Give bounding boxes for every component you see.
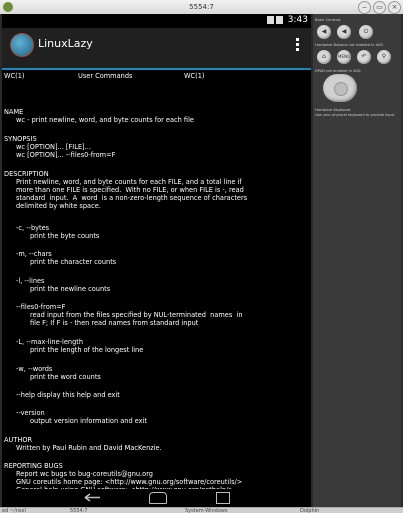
man-line: standard input. A word is a non-zero-length sequence of characters: [16, 194, 248, 202]
maximize-button[interactable]: ▭: [373, 1, 386, 14]
man-line: wc [OPTION]... [FILE]...: [16, 143, 91, 151]
man-line: read input from the files specified by NUL-terminated names in: [30, 311, 243, 319]
taskbar-item[interactable]: 5554:7: [70, 508, 88, 513]
keyboard-hint: Use your physical keyboard to provide input: [315, 113, 395, 117]
hardware-keyboard-label: Hardware Keyboard: [315, 108, 351, 112]
man-header-right: WC(1): [184, 72, 205, 80]
man-line: DESCRIPTION: [4, 170, 49, 178]
man-line: more than one FILE is specified. With no FILE, or when FILE is -, read: [16, 186, 244, 194]
status-bar: [2, 14, 311, 28]
man-header: [4, 72, 309, 81]
device-screen: [2, 14, 311, 507]
basic-controls-label: Basic Controls: [315, 18, 341, 22]
man-line: -w, --words: [16, 365, 53, 373]
man-line: print the character counts: [30, 258, 117, 266]
recent-apps-icon[interactable]: [216, 492, 230, 504]
taskbar-item[interactable]: ed ~/nsxl: [2, 508, 26, 513]
window-controls: [358, 1, 401, 14]
man-line: --help display this help and exit: [16, 391, 120, 399]
overflow-menu-icon[interactable]: [296, 38, 299, 52]
man-line: NAME: [4, 108, 24, 116]
emulator-frame: [0, 14, 403, 507]
appbar-divider: [2, 68, 311, 70]
hw-home-icon[interactable]: ⌂: [317, 50, 331, 64]
home-icon[interactable]: [149, 492, 167, 504]
status-icons: [267, 16, 283, 24]
man-line: --version: [16, 409, 45, 417]
man-line: wc - print newline, word, and byte counts for each file: [16, 116, 194, 124]
emulator-side-panel: [313, 14, 401, 507]
back-icon[interactable]: [84, 493, 102, 502]
hw-back-icon[interactable]: ↶: [357, 50, 371, 64]
man-header-center: User Commands: [78, 72, 133, 80]
man-page-content[interactable]: [4, 72, 309, 486]
man-line: GNU coreutils home page: <http://www.gnu.org/software/coreutils/>: [16, 478, 243, 486]
man-line: Written by Paul Rubin and David MacKenzie.: [16, 444, 162, 452]
man-line: REPORTING BUGS: [4, 462, 63, 470]
volume-down-icon[interactable]: ◀: [317, 25, 331, 39]
man-line: -l, --lines: [16, 277, 45, 285]
status-time: 3:43: [287, 15, 308, 25]
man-line: print the length of the longest line: [30, 346, 144, 354]
man-line: print the word counts: [30, 373, 101, 381]
menu-button[interactable]: MENU: [337, 50, 351, 64]
dpad-control[interactable]: [323, 74, 357, 102]
man-line: SYNOPSIS: [4, 135, 37, 143]
man-line: -L, --max-line-length: [16, 338, 84, 346]
man-line: print the byte counts: [30, 232, 100, 240]
nav-bar: [2, 489, 311, 507]
man-header-left: WC(1): [4, 72, 25, 80]
man-line: delimited by white space.: [16, 202, 101, 210]
hardware-buttons-label: Hardware Buttons not enabled in AVD: [315, 43, 384, 47]
man-line: -c, --bytes: [16, 224, 50, 232]
power-icon[interactable]: ⏻: [359, 25, 373, 39]
taskbar-item[interactable]: Dolphin: [300, 508, 320, 513]
dpad-center-button[interactable]: [334, 82, 348, 96]
man-line: wc [OPTION]... --files0-from=F: [16, 151, 116, 159]
window-title: 5554:7: [189, 3, 214, 11]
minimize-button[interactable]: ‒: [358, 1, 371, 14]
hw-search-icon[interactable]: ⚲: [377, 50, 391, 64]
man-line: Report wc bugs to bug-coreutils@gnu.org: [16, 470, 153, 478]
man-line: AUTHOR: [4, 436, 33, 444]
battery-icon: [276, 16, 283, 24]
man-line: Print newline, word, and byte counts for each FILE, and a total line if: [16, 178, 242, 186]
man-line: --files0-from=F: [16, 303, 66, 311]
app-bar: [2, 28, 311, 68]
man-line: file F; If F is - then read names from standard input: [30, 319, 199, 327]
app-title: LinuxLazy: [38, 37, 93, 50]
taskbar-item[interactable]: System-Windows: [185, 508, 228, 513]
window-titlebar: [0, 0, 403, 15]
man-line: print the newline counts: [30, 285, 111, 293]
volume-up-icon[interactable]: ◀: [337, 25, 351, 39]
dpad-label: DPAD not enabled in AVD: [315, 69, 361, 73]
taskbar: [0, 507, 403, 513]
man-line: output version information and exit: [30, 417, 148, 425]
close-button[interactable]: ×: [388, 1, 401, 14]
linuxlazy-logo-icon[interactable]: [10, 33, 34, 57]
app-logo-icon: [3, 2, 13, 12]
man-line: -m, --chars: [16, 250, 52, 258]
signal-icon: [267, 16, 274, 24]
